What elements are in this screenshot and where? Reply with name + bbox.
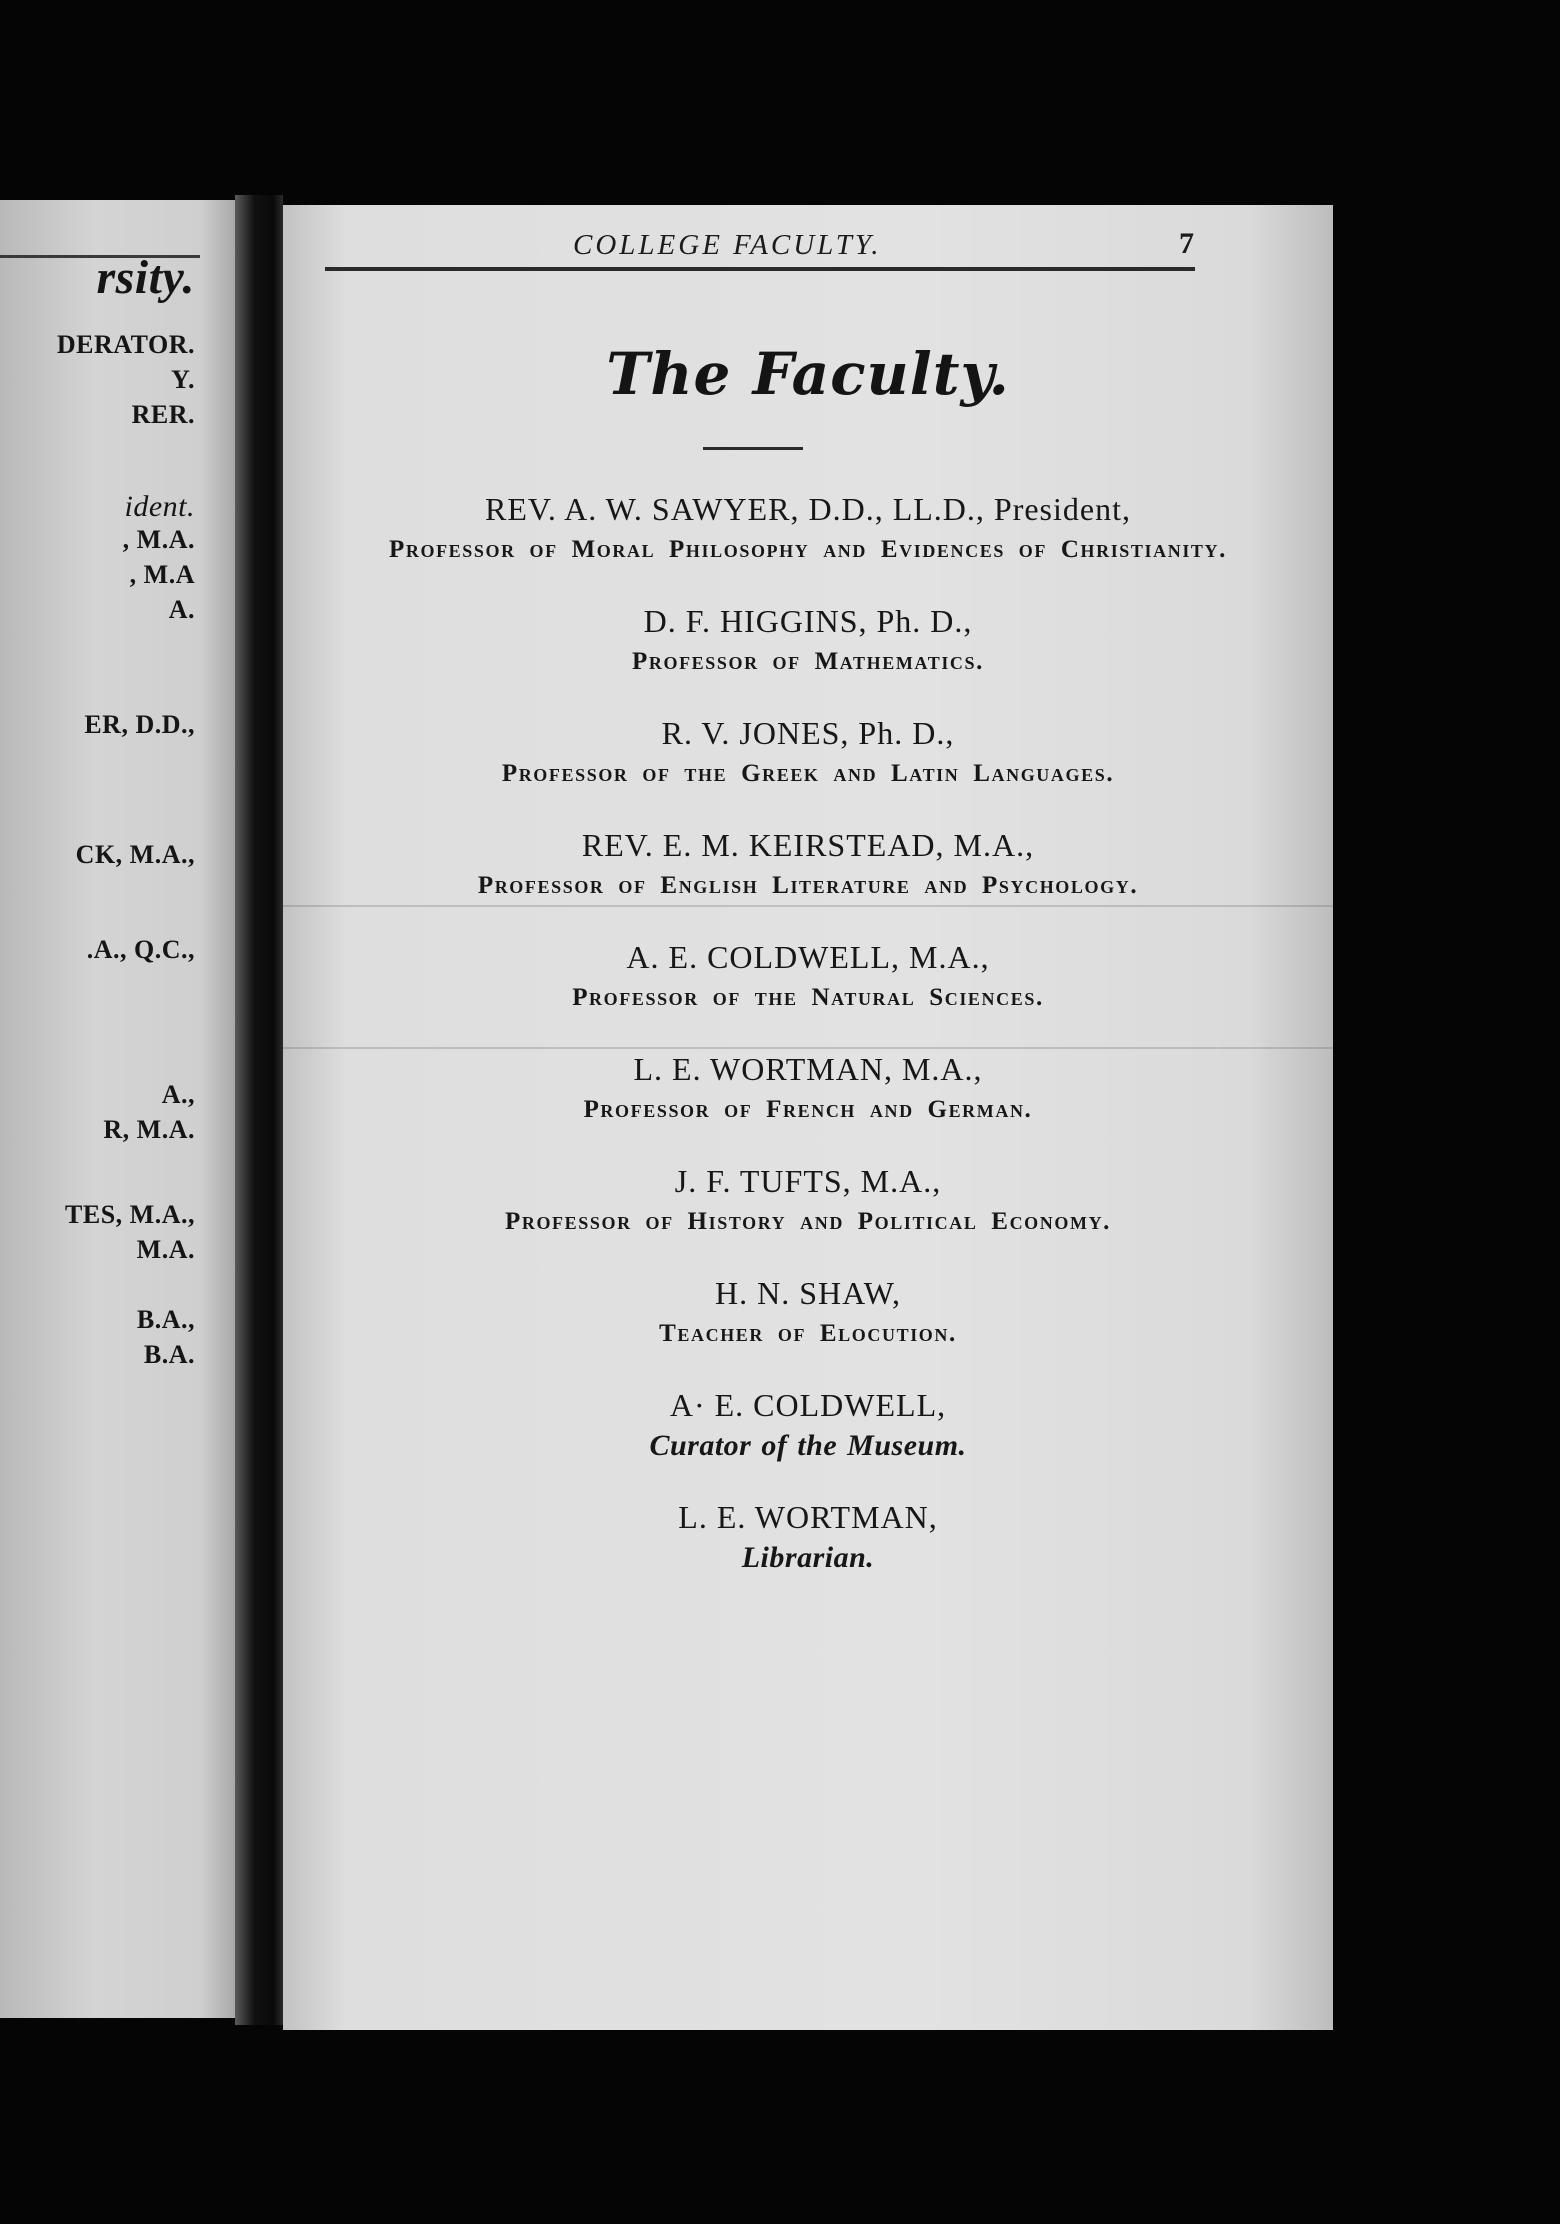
faculty-entry: [283, 1495, 1333, 1577]
page-number: 7: [1179, 227, 1194, 260]
faculty-name: REV. E. M. KEIRSTEAD, M.A.,: [581, 827, 1035, 863]
left-page-line: A.,: [161, 1080, 195, 1109]
faculty-role: Professor of the Natural Sciences.: [572, 984, 1044, 1011]
left-page-line: , M.A.: [122, 525, 195, 554]
faculty-name: A· E. COLDWELL,: [669, 1387, 947, 1423]
left-page-line: DERATOR.: [56, 330, 195, 359]
left-page-line: RER.: [131, 400, 195, 429]
book-gutter: [235, 195, 283, 2025]
left-page-line: M.A.: [136, 1235, 195, 1264]
faculty-entry: [283, 1159, 1333, 1241]
right-page: [283, 205, 1333, 2030]
faculty-role: Professor of English Literature and Psychology.: [477, 872, 1139, 899]
faculty-entry: [283, 1383, 1333, 1465]
left-page-line: ER, D.D.,: [84, 710, 195, 739]
left-page-line: Y.: [171, 365, 195, 394]
faculty-name: H. N. SHAW,: [715, 1275, 901, 1311]
faculty-role: Curator of the Museum.: [649, 1429, 967, 1462]
faculty-role: Professor of Moral Philosophy and Evidences of Christianity.: [389, 536, 1227, 563]
left-page-line: rsity.: [96, 251, 195, 304]
faculty-entry: [283, 1271, 1333, 1353]
title-rule: [703, 447, 803, 450]
faculty-entry: [283, 935, 1333, 1017]
left-page-line: B.A.,: [136, 1305, 195, 1334]
faculty-entry: [283, 487, 1333, 569]
left-page-line: .A., Q.C.,: [86, 935, 195, 964]
faculty-role: Professor of History and Political Economy.: [504, 1208, 1112, 1235]
faculty-role: Librarian.: [741, 1541, 875, 1574]
faculty-entry: [283, 711, 1333, 793]
running-head-title: COLLEGE FACULTY.: [573, 229, 882, 261]
faculty-name: L. E. WORTMAN, M.A.,: [633, 1051, 983, 1087]
left-page-line: R, M.A.: [103, 1115, 195, 1144]
faculty-role: Teacher of Elocution.: [659, 1320, 957, 1347]
left-page-line: ident.: [124, 490, 195, 523]
left-page-fragment: [0, 200, 235, 2018]
faculty-list: [283, 487, 1333, 1607]
faculty-name: L. E. WORTMAN,: [678, 1499, 938, 1535]
faculty-entry: [283, 599, 1333, 681]
running-head-rule: [325, 267, 1195, 271]
faculty-role: Professor of Mathematics.: [632, 648, 984, 675]
faculty-entry: [283, 823, 1333, 905]
left-page-line: TES, M.A.,: [65, 1200, 195, 1229]
left-page-line: B.A.: [143, 1340, 195, 1369]
running-head: [283, 215, 1333, 265]
faculty-entry: [283, 1047, 1333, 1129]
faculty-name: J. F. TUFTS, M.A.,: [674, 1163, 942, 1199]
faculty-name: D. F. HIGGINS, Ph. D.,: [643, 603, 973, 639]
faculty-name: A. E. COLDWELL, M.A.,: [626, 939, 990, 975]
faculty-name: REV. A. W. SAWYER, D.D., LL.D., President,: [485, 491, 1131, 527]
faculty-name: R. V. JONES, Ph. D.,: [661, 715, 955, 751]
left-page-line: A.: [168, 595, 195, 624]
left-page-line: CK, M.A.,: [75, 840, 195, 869]
page-title: The Faculty.: [606, 340, 1010, 408]
faculty-role: Professor of the Greek and Latin Languages.: [501, 760, 1115, 787]
faculty-role: Professor of French and German.: [583, 1096, 1033, 1123]
left-page-line: , M.A: [129, 560, 195, 589]
